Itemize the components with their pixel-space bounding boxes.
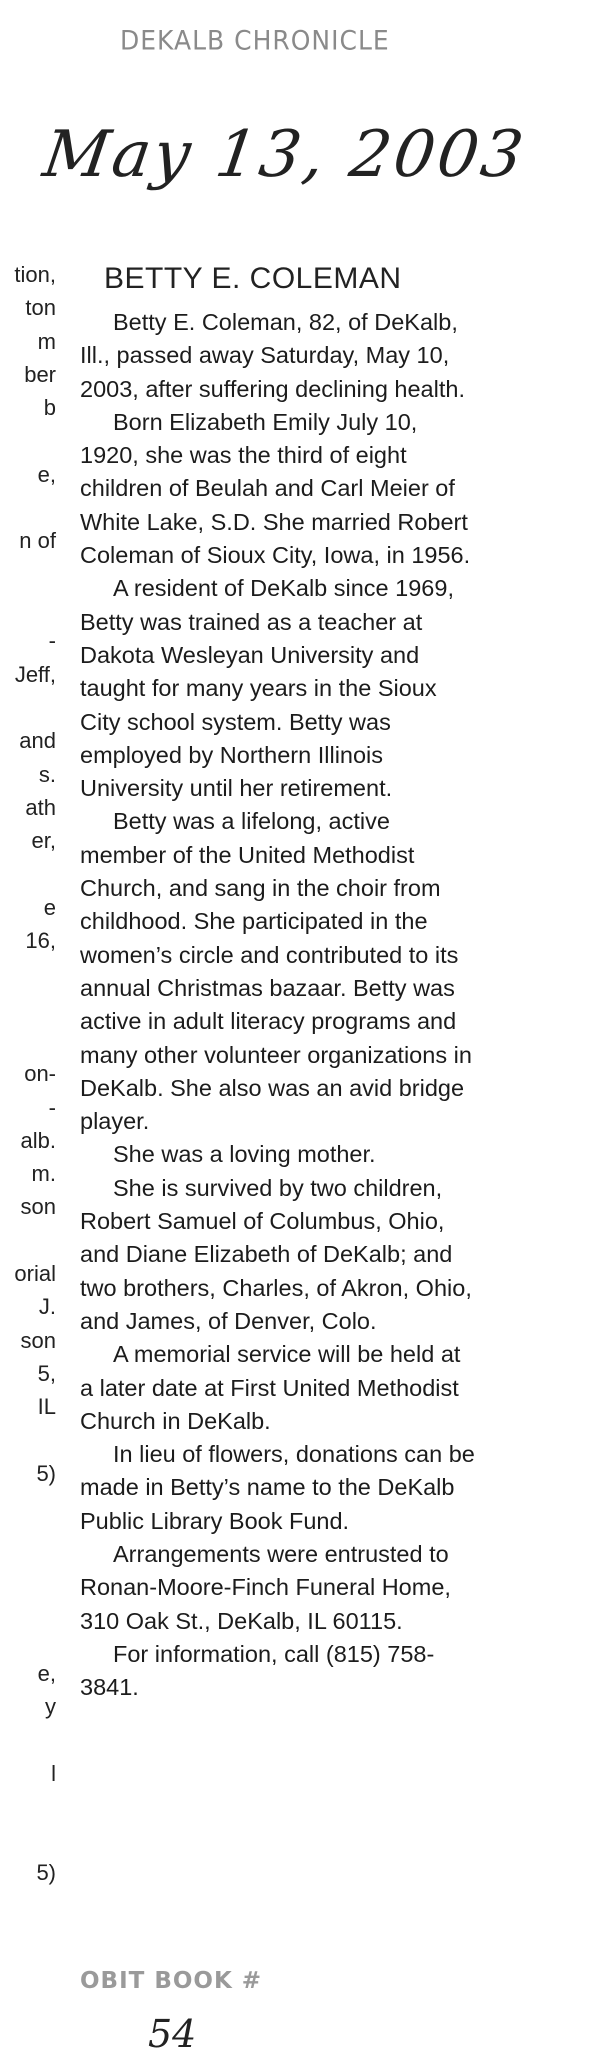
obituary-paragraph: Born Elizabeth Emily July 10, 1920, she was the third of eight children of Beulah and Carl Meier of White Lake, S.D. She married Robert Coleman of Sioux City, Iowa, in 1956. [80, 408, 471, 569]
clipped-text-fragment: tion, [14, 262, 56, 287]
clipped-text-fragment: e [43, 894, 56, 920]
obituary-paragraph: She is survived by two children, Robert Samuel of Columbus, Ohio, and Diane Elizabeth of DeKalb; and two brothers, Charles, of Akron, Ohio, and James, of Denver, Colo. [80, 1174, 472, 1334]
handwritten-date: May 13, 2003 [38, 118, 531, 192]
obituary-paragraph: Arrangements were entrusted to Ronan-Moore-Finch Funeral Home, 310 Oak St., DeKalb, IL 60115. [80, 1540, 451, 1634]
clipped-text-fragment: and [19, 728, 56, 754]
obituary-paragraph: Betty was a lifelong, active member of the United Methodist Church, and sang in the choir from childhood. She participated in the women’s circle and contributed to its annual Christmas bazaar. Betty was active in adult literacy programs and many other volunteer organizations in DeKalb. She also was an avid bridge player. [80, 808, 472, 1135]
clipped-text-fragment: b [43, 395, 56, 421]
clipped-text-fragment: orial [14, 1261, 56, 1286]
obituary-body [80, 306, 475, 1704]
clipped-text-fragment: 5) [36, 1860, 56, 1886]
clipped-text-fragment: y [45, 1693, 56, 1719]
newspaper-stamp: DEKALB CHRONICLE [120, 25, 390, 56]
obituary-paragraph: In lieu of flowers, donations can be made in Betty’s name to the DeKalb Public Library Book Fund. [80, 1441, 475, 1534]
clipped-text-fragment: m [37, 328, 56, 354]
clipped-text-fragment: 5, [37, 1360, 56, 1386]
obituary-paragraph: She was a loving mother. [113, 1141, 376, 1168]
clipped-text-fragment: - [48, 1094, 56, 1120]
obituary-paragraph: Betty E. Coleman, 82, of DeKalb, Ill., passed away Saturday, May 10, 2003, after suffering declining health. [80, 309, 465, 402]
obituary-headline: BETTY E. COLEMAN [104, 262, 402, 295]
clipped-text-fragment: l [51, 1760, 56, 1786]
clipped-text-fragment: m. [31, 1161, 56, 1187]
clipped-text-fragment: J. [38, 1294, 56, 1320]
clipped-text-fragment: IL [37, 1394, 56, 1420]
clipped-text-fragment: 5) [36, 1460, 56, 1486]
clipped-text-fragment: s. [38, 761, 56, 787]
clipped-text-fragment: e, [37, 461, 56, 487]
obituary-paragraph: A memorial service will be held at a later date at First United Methodist Church in DeKalb. [80, 1341, 461, 1434]
clipped-text-fragment: - [48, 628, 56, 654]
handwritten-book-number: 54 [148, 2012, 197, 2056]
clipped-text-fragment: ber [24, 361, 56, 387]
clipped-left-column [0, 0, 60, 2061]
clipped-text-fragment: e, [37, 1660, 56, 1686]
clipped-text-fragment: Jeff, [14, 661, 56, 687]
obituary-paragraph: For information, call (815) 758-3841. [80, 1640, 435, 1701]
clipped-text-fragment: n of [19, 528, 56, 554]
clipped-text-fragment: son [20, 1327, 56, 1353]
clipped-text-fragment: alb. [20, 1127, 56, 1153]
clipped-text-fragment: on- [24, 1061, 56, 1087]
clipped-text-fragment: ath [25, 794, 56, 820]
obituary-paragraph: A resident of DeKalb since 1969, Betty was trained as a teacher at Dakota Wesleyan University and taught for many years in the Sioux City school system. Betty was employed by Northern Illinois University until her retirement. [80, 575, 454, 802]
obit-book-stamp: OBIT BOOK # [80, 1968, 263, 1994]
clipped-text-fragment: er, [31, 828, 56, 854]
clipped-text-fragment: ton [25, 295, 56, 321]
clipped-text-fragment: 16, [25, 928, 56, 953]
clipped-text-fragment: son [20, 1194, 56, 1220]
